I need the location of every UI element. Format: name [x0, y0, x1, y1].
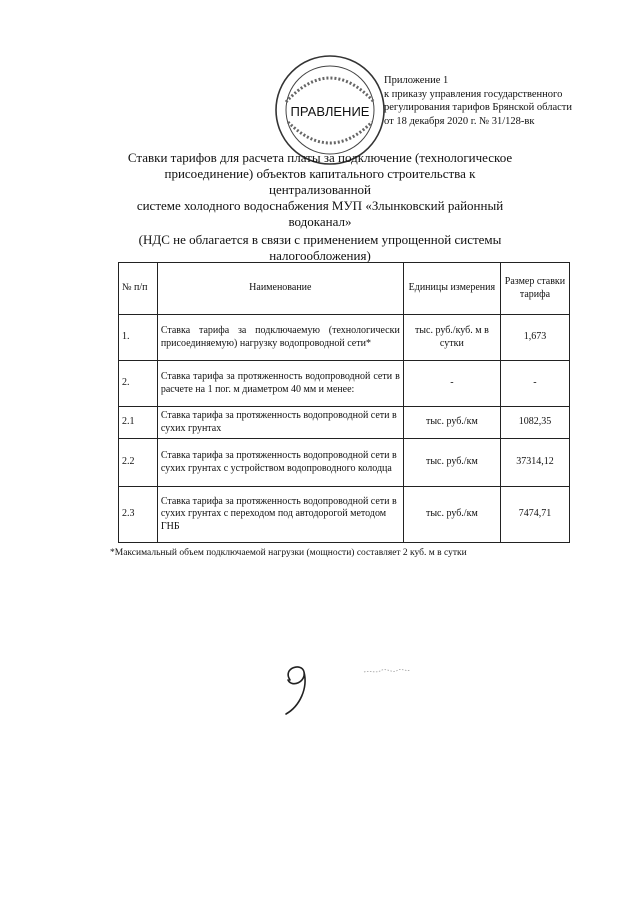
vat-note	[120, 232, 520, 264]
row-num: 2.	[119, 361, 158, 407]
appendix-line: от 18 декабря 2020 г. № 31/128-вк	[384, 115, 535, 127]
row-rate: 1082,35	[500, 407, 569, 439]
document-title	[120, 150, 520, 230]
row-unit: -	[403, 361, 500, 407]
row-name: Ставка тарифа за протяженность водопроводной сети в расчете на 1 пог. м диаметром 40 мм и менее:	[157, 361, 403, 407]
header-name: Наименование	[157, 263, 403, 315]
signature-mark	[272, 658, 432, 718]
row-num: 2.3	[119, 487, 158, 543]
handwritten-signature	[272, 658, 432, 718]
header-num: № п/п	[119, 263, 158, 315]
row-num: 1.	[119, 315, 158, 361]
row-rate: -	[500, 361, 569, 407]
row-unit: тыс. руб./км	[403, 487, 500, 543]
vat-line: (НДС не облагается в связи с применением упрощенной системы	[138, 232, 502, 247]
header-unit: Единицы измерения	[403, 263, 500, 315]
header-rate: Размер ставки тарифа	[500, 263, 569, 315]
appendix-line: регулирования тарифов Брянской области	[384, 102, 572, 113]
row-unit: тыс. руб./км	[403, 407, 500, 439]
title-line: Ставки тарифов для расчета платы за подключение (технологическое	[127, 150, 513, 165]
footnote: *Максимальный объем подключаемой нагрузки (мощности) составляет 2 куб. м в сутки	[110, 548, 467, 558]
row-rate: 1,673	[500, 315, 569, 361]
svg-text:ПРАВЛЕНИЕ: ПРАВЛЕНИЕ	[290, 104, 370, 119]
table-row	[119, 487, 570, 543]
row-name: Ставка тарифа за подключаемую (технологически присоединяемую) нагрузку водопроводной сети*	[157, 315, 403, 361]
row-num: 2.1	[119, 407, 158, 439]
title-line: водоканал»	[288, 214, 352, 229]
appendix-reference	[384, 74, 634, 128]
row-name: Ставка тарифа за протяженность водопроводной сети в сухих грунтах	[157, 407, 403, 439]
table-row	[119, 315, 570, 361]
row-num: 2.2	[119, 439, 158, 487]
tariff-table	[118, 262, 570, 543]
row-name: Ставка тарифа за протяженность водопроводной сети в сухих грунтах с устройством водопроводного колодца	[157, 439, 403, 487]
table-header-row	[119, 263, 570, 315]
row-name: Ставка тарифа за протяженность водопроводной сети в сухих грунтах с переходом под автодорогой методом ГНБ	[157, 487, 403, 543]
table-row	[119, 439, 570, 487]
row-unit: тыс. руб./км	[403, 439, 500, 487]
table-row	[119, 407, 570, 439]
appendix-line: Приложение 1	[384, 75, 449, 86]
title-line: системе холодного водоснабжения МУП «Злынковский районный	[136, 198, 504, 213]
row-unit: тыс. руб./куб. м в сутки	[403, 315, 500, 361]
vat-line: налогообложения)	[269, 248, 371, 263]
row-rate: 37314,12	[500, 439, 569, 487]
row-rate: 7474,71	[500, 487, 569, 543]
table-row	[119, 361, 570, 407]
title-line: присоединение) объектов капитального строительства к централизованной	[164, 166, 476, 197]
appendix-line: к приказу управления государственного	[384, 88, 563, 100]
